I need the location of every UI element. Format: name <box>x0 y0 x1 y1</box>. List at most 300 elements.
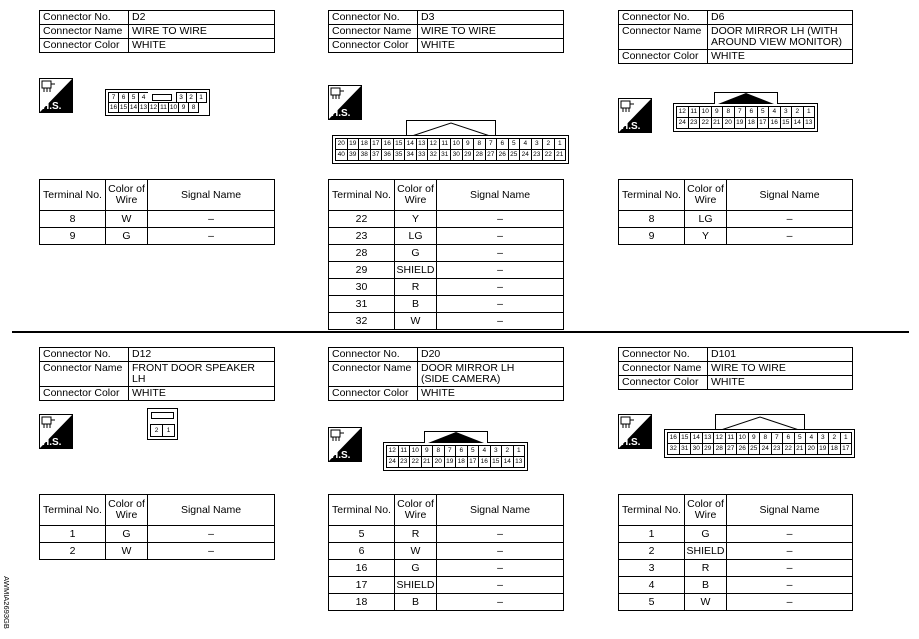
signal-name-cell: – <box>148 211 275 228</box>
connector-color-value <box>418 39 564 53</box>
connector-color-label: Connector Color <box>329 39 418 53</box>
connector-face-body <box>673 103 818 132</box>
table-row <box>329 279 564 296</box>
signal-name-cell: – <box>727 211 853 228</box>
wire-label: Wire <box>115 194 138 206</box>
table-row <box>329 594 564 611</box>
pin-cell: 8 <box>432 445 445 457</box>
pin-cell: 25 <box>508 149 521 161</box>
pin-cell: 6 <box>496 138 509 150</box>
pin-cell: 12 <box>713 432 726 444</box>
connector-name-text: AROUND VIEW MONITOR) <box>711 36 843 48</box>
pin-cell: 3 <box>531 138 544 150</box>
wire-color-cell: B <box>395 296 437 313</box>
pin-cell: 40 <box>335 149 348 161</box>
terminal-table <box>618 494 853 611</box>
connector-color-text: WHITE <box>421 387 455 399</box>
pin-cell: 23 <box>531 149 544 161</box>
pin-cell: 7 <box>771 432 784 444</box>
terminal-table-header <box>329 180 564 211</box>
pin-cell: 4 <box>138 92 149 103</box>
wire-label: Wire <box>404 509 427 521</box>
connector-name-text: WIRE TO WIRE <box>711 362 786 374</box>
pin-cell: 3 <box>490 445 503 457</box>
signal-name-cell: – <box>727 526 853 543</box>
signal-name-cell: – <box>437 560 564 577</box>
connector-color-label: Connector Color <box>329 387 418 401</box>
pin-cell: 29 <box>462 149 475 161</box>
hs-badge <box>328 427 362 462</box>
pin-cell: 23 <box>398 456 411 468</box>
pin-cell: 7 <box>485 138 498 150</box>
wire-label: Wire <box>115 509 138 521</box>
wire-color-cell: B <box>395 594 437 611</box>
pin-cell: 20 <box>432 456 445 468</box>
pin-cell: 19 <box>444 456 457 468</box>
wire-color-header <box>685 495 727 526</box>
signal-name-cell: – <box>437 526 564 543</box>
connector-color-text: WHITE <box>132 39 166 51</box>
connector-face <box>332 135 569 164</box>
connector-icon <box>621 417 634 428</box>
pin-row <box>677 117 815 128</box>
pin-cell: 5 <box>757 106 770 118</box>
color-of-label: Color of <box>687 498 724 510</box>
signal-name-header: Signal Name <box>148 495 275 526</box>
pin-cell: 23 <box>771 443 784 455</box>
pin-cell: 11 <box>688 106 701 118</box>
table-row <box>619 211 853 228</box>
wire-color-cell: R <box>395 279 437 296</box>
connector-number-value <box>418 348 564 362</box>
connector-color-text: WHITE <box>421 39 455 51</box>
connector-number-label: Connector No. <box>40 11 129 25</box>
terminal-no-header: Terminal No. <box>40 180 106 211</box>
pin-cell: 15 <box>490 456 503 468</box>
pin-cell: 15 <box>679 432 692 444</box>
pin-cell: 6 <box>118 92 129 103</box>
pin-cell: 3 <box>780 106 793 118</box>
connector-number-row <box>619 348 853 362</box>
wire-color-cell: G <box>395 245 437 262</box>
wire-color-cell: W <box>106 211 148 228</box>
table-row <box>40 228 275 245</box>
wire-color-cell: Y <box>685 228 727 245</box>
signal-name-header: Signal Name <box>437 180 564 211</box>
signal-name-cell: – <box>148 526 275 543</box>
pin-cell: 14 <box>501 456 514 468</box>
pin-row <box>668 432 852 443</box>
pin-cell: 1 <box>554 138 567 150</box>
hs-badge <box>39 414 73 449</box>
pin-cell: 4 <box>768 106 781 118</box>
hs-badge <box>39 78 73 113</box>
wire-color-header <box>395 495 437 526</box>
pin-cell: 12 <box>149 104 158 111</box>
wire-color-cell: G <box>106 526 148 543</box>
connector-number-row <box>40 11 275 25</box>
pin-row <box>109 92 207 102</box>
connector-info-table <box>328 10 564 53</box>
connector-number-text: D2 <box>132 11 146 23</box>
connector-icon <box>331 88 344 99</box>
terminal-no-cell: 1 <box>40 526 106 543</box>
connector-color-row <box>40 387 275 401</box>
connector-color-label: Connector Color <box>40 387 129 401</box>
pin-cell: 14 <box>404 138 417 150</box>
connector-number-text: D3 <box>421 11 435 23</box>
pin-cell: 19 <box>817 443 830 455</box>
pin-cell: 5 <box>794 432 807 444</box>
pin-cell: 19 <box>734 117 747 129</box>
table-row <box>40 543 275 560</box>
connector-color-label: Connector Color <box>40 39 129 53</box>
pin-cell: 28 <box>473 149 486 161</box>
wire-color-cell: LG <box>395 228 437 245</box>
table-row <box>619 526 853 543</box>
signal-name-cell: – <box>727 594 853 611</box>
terminal-table <box>39 179 275 245</box>
pin-cell: 11 <box>398 445 411 457</box>
connector-name-label: Connector Name <box>40 25 129 39</box>
pin-cell: 17 <box>370 138 383 150</box>
pin-cell: 1 <box>840 432 853 444</box>
pin-cell: 21 <box>794 443 807 455</box>
pin-cell: 17 <box>467 456 480 468</box>
terminal-table-header <box>619 180 853 211</box>
connector-name-text: DOOR MIRROR LH <box>421 362 515 374</box>
wire-color-cell: LG <box>685 211 727 228</box>
connector-face-body <box>147 421 178 440</box>
terminal-no-header: Terminal No. <box>619 180 685 211</box>
wire-label: Wire <box>694 509 717 521</box>
pin-cell: 35 <box>393 149 406 161</box>
hs-label: H.S. <box>331 108 351 119</box>
terminal-no-cell: 29 <box>329 262 395 279</box>
connector-color-row <box>329 39 564 53</box>
connector-color-text: WHITE <box>711 50 745 62</box>
pin-cell: 31 <box>439 149 452 161</box>
connector-face-body <box>332 135 569 164</box>
wire-color-cell: G <box>395 560 437 577</box>
pin-cell: 16 <box>478 456 491 468</box>
pin-cell: 2 <box>186 92 197 103</box>
connector-face <box>673 103 818 132</box>
connector-face <box>664 429 855 458</box>
connector-face-body <box>664 429 855 458</box>
pin-cell: 18 <box>828 443 841 455</box>
pin-cell: 15 <box>119 104 128 111</box>
pin-cell: 9 <box>421 445 434 457</box>
wire-color-cell: Y <box>395 211 437 228</box>
connector-face <box>147 421 178 440</box>
terminal-table <box>328 494 564 611</box>
pin-row <box>336 149 566 160</box>
signal-name-cell: – <box>727 577 853 594</box>
pin-row <box>387 445 525 456</box>
pin-cell: 22 <box>409 456 422 468</box>
pin-cell: 22 <box>782 443 795 455</box>
wire-label: Wire <box>404 194 427 206</box>
terminal-table <box>39 494 275 560</box>
connector-color-value <box>708 376 853 390</box>
pin-cell: 39 <box>347 149 360 161</box>
latch-hood <box>424 431 488 443</box>
pin-cell: 3 <box>817 432 830 444</box>
pin-cell: 1 <box>162 424 175 437</box>
signal-name-cell: – <box>437 279 564 296</box>
connector-info-table <box>328 347 564 401</box>
pin-cell: 6 <box>782 432 795 444</box>
pin-cell: 28 <box>713 443 726 455</box>
terminal-no-header: Terminal No. <box>329 180 395 211</box>
hs-label: H.S. <box>42 101 62 112</box>
signal-name-cell: – <box>437 296 564 313</box>
pin-cell: 26 <box>736 443 749 455</box>
pin-cell: 26 <box>496 149 509 161</box>
connector-color-text: WHITE <box>711 376 745 388</box>
terminal-table-header <box>619 495 853 526</box>
wire-color-cell: SHIELD <box>395 577 437 594</box>
wire-color-header <box>106 180 148 211</box>
pin-cell: 10 <box>169 104 178 111</box>
connector-icon <box>331 430 344 441</box>
pin-cell: 29 <box>702 443 715 455</box>
wire-color-cell: G <box>685 526 727 543</box>
connector-color-value <box>418 387 564 401</box>
signal-name-header: Signal Name <box>148 180 275 211</box>
terminal-no-cell: 2 <box>40 543 106 560</box>
terminal-no-cell: 28 <box>329 245 395 262</box>
hs-label: H.S. <box>42 437 62 448</box>
pin-cell: 13 <box>416 138 429 150</box>
pin-cell: 14 <box>129 104 138 111</box>
pin-cell: 2 <box>542 138 555 150</box>
connector-number-row <box>40 348 275 362</box>
pin-cell: 10 <box>450 138 463 150</box>
wire-color-cell: SHIELD <box>685 543 727 560</box>
signal-name-cell: – <box>437 262 564 279</box>
wire-color-cell: W <box>685 594 727 611</box>
connector-number-text: D6 <box>711 11 725 23</box>
connector-name-text: WIRE TO WIRE <box>421 25 496 37</box>
connector-number-label: Connector No. <box>329 348 418 362</box>
pin-cell: 1 <box>803 106 816 118</box>
pin-cell: 27 <box>725 443 738 455</box>
signal-name-cell: – <box>148 543 275 560</box>
connector-name-label: Connector Name <box>40 362 129 387</box>
connector-info-table <box>39 10 275 53</box>
table-row <box>329 560 564 577</box>
connector-name-row <box>40 25 275 39</box>
pin-cell: 7 <box>444 445 457 457</box>
pin-row <box>151 424 175 436</box>
pin-cell: 2 <box>150 424 163 437</box>
pin-row <box>387 456 525 467</box>
terminal-no-cell: 2 <box>619 543 685 560</box>
pin-cell: 4 <box>478 445 491 457</box>
terminal-no-cell: 4 <box>619 577 685 594</box>
connector-number-text: D20 <box>421 348 441 360</box>
signal-name-cell: – <box>437 543 564 560</box>
pin-cell: 2 <box>828 432 841 444</box>
pin-cell: 32 <box>667 443 680 455</box>
connector-face-body <box>383 442 528 471</box>
pin-cell: 3 <box>176 92 187 103</box>
signal-name-header: Signal Name <box>437 495 564 526</box>
pin-cell: 16 <box>109 104 118 111</box>
connector-icon <box>42 417 55 428</box>
latch-hood <box>147 408 178 422</box>
pin-cell: 36 <box>381 149 394 161</box>
pin-cell: 24 <box>519 149 532 161</box>
table-row <box>329 211 564 228</box>
terminal-no-cell: 8 <box>40 211 106 228</box>
color-of-label: Color of <box>397 183 434 195</box>
terminal-no-cell: 8 <box>619 211 685 228</box>
connector-name-label: Connector Name <box>329 362 418 387</box>
wire-color-cell: R <box>685 560 727 577</box>
pin-cell: 11 <box>725 432 738 444</box>
terminal-no-cell: 3 <box>619 560 685 577</box>
table-row <box>619 543 853 560</box>
pin-cell: 10 <box>736 432 749 444</box>
wire-color-header <box>685 180 727 211</box>
hs-label: H.S. <box>621 121 641 132</box>
pin-cell: 9 <box>748 432 761 444</box>
terminal-no-cell: 9 <box>619 228 685 245</box>
table-row <box>329 577 564 594</box>
pin-cell: 15 <box>393 138 406 150</box>
connector-info-table <box>39 347 275 401</box>
signal-name-cell: – <box>437 245 564 262</box>
connector-face <box>105 89 210 116</box>
terminal-no-cell: 32 <box>329 313 395 330</box>
pin-cell: 10 <box>409 445 422 457</box>
pin-cell: 22 <box>542 149 555 161</box>
connector-number-label: Connector No. <box>619 11 708 25</box>
wire-color-cell: G <box>106 228 148 245</box>
terminal-table <box>328 179 564 330</box>
pin-cell: 21 <box>554 149 567 161</box>
pin-cell: 32 <box>427 149 440 161</box>
connector-color-value <box>129 39 275 53</box>
connector-name-row <box>329 362 564 387</box>
pin-cell: 17 <box>840 443 853 455</box>
signal-name-cell: – <box>437 211 564 228</box>
pin-cell: 14 <box>791 117 804 129</box>
pin-cell: 20 <box>805 443 818 455</box>
pin-cell: 11 <box>439 138 452 150</box>
pin-cell: 2 <box>791 106 804 118</box>
connector-info-table <box>618 347 853 390</box>
connector-number-label: Connector No. <box>40 348 129 362</box>
connector-name-row <box>329 25 564 39</box>
latch-hood <box>714 92 778 104</box>
signal-name-cell: – <box>437 577 564 594</box>
table-row <box>329 262 564 279</box>
figure-code: AWMIA2693GB <box>1 576 11 629</box>
connector-icon <box>42 81 55 92</box>
pin-cell: 13 <box>513 456 526 468</box>
pin-cell: 6 <box>455 445 468 457</box>
pin-cell: 24 <box>759 443 772 455</box>
terminal-no-cell: 5 <box>329 526 395 543</box>
latch-hood <box>715 414 805 430</box>
pin-cell: 24 <box>386 456 399 468</box>
pin-cell: 12 <box>427 138 440 150</box>
pin-cell: 18 <box>358 138 371 150</box>
hs-label: H.S. <box>331 450 351 461</box>
pin-cell: 18 <box>455 456 468 468</box>
connector-name-text: DOOR MIRROR LH (WITH <box>711 25 838 37</box>
terminal-no-cell: 22 <box>329 211 395 228</box>
connector-color-row <box>619 50 853 64</box>
pin-cell: 13 <box>702 432 715 444</box>
connector-name-row <box>619 362 853 376</box>
pin-cell: 5 <box>128 92 139 103</box>
connector-number-value <box>129 11 275 25</box>
wire-color-header <box>395 180 437 211</box>
connector-color-row <box>619 376 853 390</box>
connector-number-row <box>329 11 564 25</box>
connector-name-value <box>129 362 275 387</box>
connector-number-label: Connector No. <box>329 11 418 25</box>
pin-cell: 8 <box>473 138 486 150</box>
pin-cell: 22 <box>699 117 712 129</box>
table-row <box>40 211 275 228</box>
connector-name-text: FRONT DOOR SPEAKER LH <box>132 362 255 385</box>
signal-name-cell: – <box>148 228 275 245</box>
connector-name-label: Connector Name <box>619 362 708 376</box>
terminal-no-cell: 5 <box>619 594 685 611</box>
signal-name-cell: – <box>437 313 564 330</box>
terminal-table-header <box>40 495 275 526</box>
terminal-no-cell: 1 <box>619 526 685 543</box>
hs-badge <box>618 98 652 133</box>
table-row <box>329 245 564 262</box>
wire-color-cell: R <box>395 526 437 543</box>
pin-cell: 12 <box>676 106 689 118</box>
signal-name-header: Signal Name <box>727 180 853 211</box>
connector-number-value <box>129 348 275 362</box>
table-row <box>619 228 853 245</box>
connector-color-row <box>40 39 275 53</box>
connector-color-row <box>329 387 564 401</box>
terminal-no-cell: 16 <box>329 560 395 577</box>
connector-color-text: WHITE <box>132 387 166 399</box>
hs-label: H.S. <box>621 437 641 448</box>
pin-cell: 38 <box>358 149 371 161</box>
latch-hood <box>406 120 496 136</box>
connector-name-value <box>418 362 564 387</box>
terminal-no-cell: 18 <box>329 594 395 611</box>
table-row <box>619 577 853 594</box>
wire-color-cell: B <box>685 577 727 594</box>
connector-number-row <box>619 11 853 25</box>
connector-number-text: D12 <box>132 348 152 360</box>
connector-number-label: Connector No. <box>619 348 708 362</box>
pin-cell: 16 <box>381 138 394 150</box>
pin-cell: 1 <box>513 445 526 457</box>
pin-cell: 15 <box>780 117 793 129</box>
latch-slot <box>151 412 173 419</box>
wire-color-cell: W <box>395 313 437 330</box>
connector-name-value <box>708 362 853 376</box>
connector-color-label: Connector Color <box>619 376 708 390</box>
hs-badge <box>328 85 362 120</box>
pin-cell: 20 <box>335 138 348 150</box>
